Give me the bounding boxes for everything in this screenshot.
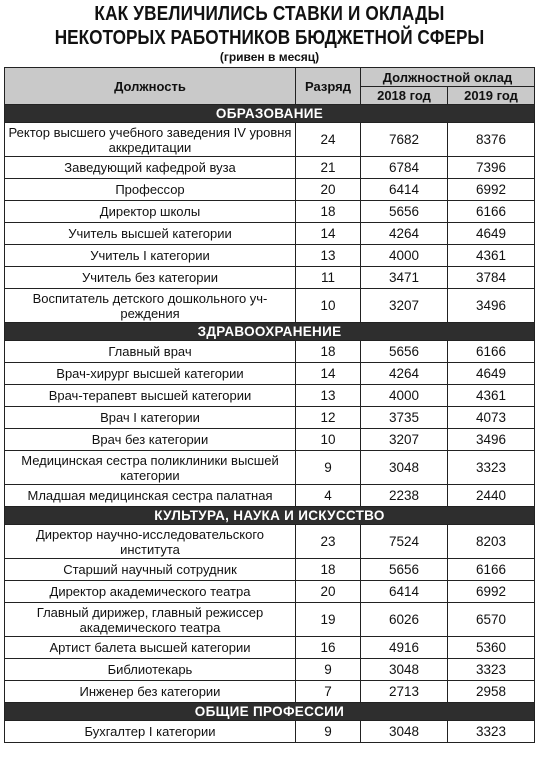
grade-cell: 14 — [296, 363, 361, 385]
salary-2018-cell: 4000 — [361, 385, 448, 407]
grade-cell: 24 — [296, 123, 361, 157]
grade-cell: 20 — [296, 581, 361, 603]
salary-2019-cell: 3323 — [448, 659, 535, 681]
position-cell: Заведующий кафедрой вуза — [5, 157, 296, 179]
salary-2018-cell: 3207 — [361, 429, 448, 451]
position-cell: Врач-хирург высшей категории — [5, 363, 296, 385]
section-row — [5, 507, 535, 525]
table-row — [5, 223, 535, 245]
salary-2019-cell: 2958 — [448, 681, 535, 703]
table-row — [5, 123, 535, 157]
position-cell: Учитель высшей категории — [5, 223, 296, 245]
table-row — [5, 407, 535, 429]
salary-2018-cell: 3735 — [361, 407, 448, 429]
salary-2018-cell: 4000 — [361, 245, 448, 267]
table-body — [5, 105, 535, 743]
salary-2019-cell: 4073 — [448, 407, 535, 429]
salary-2018-cell: 6414 — [361, 581, 448, 603]
position-cell: Главный врач — [5, 341, 296, 363]
position-cell: Директор школы — [5, 201, 296, 223]
grade-cell: 13 — [296, 385, 361, 407]
table-row — [5, 157, 535, 179]
grade-cell: 18 — [296, 341, 361, 363]
salary-2018-cell: 6026 — [361, 603, 448, 637]
table-row — [5, 603, 535, 637]
section-row — [5, 323, 535, 341]
table-row — [5, 559, 535, 581]
salary-2018-cell: 7524 — [361, 525, 448, 559]
grade-cell: 9 — [296, 659, 361, 681]
salary-2019-cell: 3323 — [448, 721, 535, 743]
grade-cell: 16 — [296, 637, 361, 659]
table-row — [5, 721, 535, 743]
position-cell: Медицинская сестра поликлиники высшей категории — [5, 451, 296, 485]
salary-2018-cell: 5656 — [361, 341, 448, 363]
section-row — [5, 105, 535, 123]
salary-2018-cell: 5656 — [361, 559, 448, 581]
table-row — [5, 525, 535, 559]
salary-2018-cell: 4916 — [361, 637, 448, 659]
position-cell: Библиотекарь — [5, 659, 296, 681]
salary-2019-cell: 6166 — [448, 201, 535, 223]
salary-2018-cell: 5656 — [361, 201, 448, 223]
grade-cell: 18 — [296, 201, 361, 223]
salary-2018-cell: 3471 — [361, 267, 448, 289]
position-cell: Инженер без категории — [5, 681, 296, 703]
salary-2018-cell: 3207 — [361, 289, 448, 323]
salary-2019-cell: 8376 — [448, 123, 535, 157]
section-row — [5, 703, 535, 721]
salary-2019-cell: 8203 — [448, 525, 535, 559]
salary-2019-cell: 4361 — [448, 385, 535, 407]
table-row — [5, 289, 535, 323]
salary-table — [4, 67, 535, 743]
page-subtitle: (гривен в месяц) — [219, 50, 320, 64]
position-cell: Воспитатель детского дошкольного уч-реждения — [5, 289, 296, 323]
page-title-line1: КАК УВЕЛИЧИЛИСЬ СТАВКИ И ОКЛАДЫ — [94, 3, 445, 25]
salary-2018-cell: 4264 — [361, 363, 448, 385]
salary-2018-cell: 3048 — [361, 451, 448, 485]
position-cell: Ректор высшего учебного заведения IV уровня аккредитации — [5, 123, 296, 157]
position-cell: Врач I категории — [5, 407, 296, 429]
position-cell: Директор академического театра — [5, 581, 296, 603]
grade-cell: 9 — [296, 721, 361, 743]
salary-2018-cell: 6784 — [361, 157, 448, 179]
section-title: ОБЩИЕ ПРОФЕССИИ — [5, 703, 535, 721]
position-cell: Профессор — [5, 179, 296, 201]
table-row — [5, 451, 535, 485]
grade-cell: 9 — [296, 451, 361, 485]
col-header-2018: 2018 год — [361, 87, 448, 105]
salary-2019-cell: 7396 — [448, 157, 535, 179]
position-cell: Учитель без категории — [5, 267, 296, 289]
section-title: КУЛЬТУРА, НАУКА И ИСКУССТВО — [5, 507, 535, 525]
salary-2018-cell: 4264 — [361, 223, 448, 245]
title-block — [0, 0, 539, 67]
position-cell: Директор научно-исследовательского института — [5, 525, 296, 559]
table-row — [5, 485, 535, 507]
salary-2019-cell: 6166 — [448, 559, 535, 581]
table-row — [5, 363, 535, 385]
salary-2018-cell: 3048 — [361, 659, 448, 681]
table-row — [5, 637, 535, 659]
grade-cell: 11 — [296, 267, 361, 289]
grade-cell: 18 — [296, 559, 361, 581]
position-cell: Учитель I категории — [5, 245, 296, 267]
table-row — [5, 385, 535, 407]
salary-2018-cell: 6414 — [361, 179, 448, 201]
salary-2018-cell: 2238 — [361, 485, 448, 507]
position-cell: Артист балета высшей категории — [5, 637, 296, 659]
table-row — [5, 581, 535, 603]
grade-cell: 20 — [296, 179, 361, 201]
grade-cell: 10 — [296, 429, 361, 451]
grade-cell: 4 — [296, 485, 361, 507]
position-cell: Главный дирижер, главный режиссер академического театра — [5, 603, 296, 637]
section-title: ЗДРАВООХРАНЕНИЕ — [5, 323, 535, 341]
salary-2019-cell: 2440 — [448, 485, 535, 507]
salary-2019-cell: 3784 — [448, 267, 535, 289]
position-cell: Старший научный сотрудник — [5, 559, 296, 581]
grade-cell: 10 — [296, 289, 361, 323]
salary-2018-cell: 7682 — [361, 123, 448, 157]
grade-cell: 7 — [296, 681, 361, 703]
grade-cell: 14 — [296, 223, 361, 245]
table-header — [5, 68, 535, 105]
salary-2019-cell: 3496 — [448, 429, 535, 451]
position-cell: Врач без категории — [5, 429, 296, 451]
col-header-2019: 2019 год — [448, 87, 535, 105]
table-row — [5, 429, 535, 451]
salary-2018-cell: 2713 — [361, 681, 448, 703]
salary-2019-cell: 4361 — [448, 245, 535, 267]
salary-2019-cell: 4649 — [448, 223, 535, 245]
section-title: ОБРАЗОВАНИЕ — [5, 105, 535, 123]
table-row — [5, 341, 535, 363]
grade-cell: 23 — [296, 525, 361, 559]
salary-2018-cell: 3048 — [361, 721, 448, 743]
col-header-position: Должность — [5, 68, 296, 105]
table-row — [5, 245, 535, 267]
salary-2019-cell: 6992 — [448, 179, 535, 201]
col-header-grade: Разряд — [296, 68, 361, 105]
grade-cell: 12 — [296, 407, 361, 429]
table-row — [5, 179, 535, 201]
salary-2019-cell: 6166 — [448, 341, 535, 363]
salary-2019-cell: 6570 — [448, 603, 535, 637]
salary-2019-cell: 5360 — [448, 637, 535, 659]
table-row — [5, 659, 535, 681]
col-header-salary: Должностной оклад — [361, 68, 535, 87]
salary-2019-cell: 6992 — [448, 581, 535, 603]
position-cell: Младшая медицинская сестра палатная — [5, 485, 296, 507]
grade-cell: 21 — [296, 157, 361, 179]
grade-cell: 13 — [296, 245, 361, 267]
position-cell: Бухгалтер I категории — [5, 721, 296, 743]
grade-cell: 19 — [296, 603, 361, 637]
page-title-line2: НЕКОТОРЫХ РАБОТНИКОВ БЮДЖЕТНОЙ СФЕРЫ — [54, 27, 485, 49]
table-row — [5, 681, 535, 703]
salary-2019-cell: 3323 — [448, 451, 535, 485]
salary-2019-cell: 4649 — [448, 363, 535, 385]
salary-2019-cell: 3496 — [448, 289, 535, 323]
table-row — [5, 201, 535, 223]
position-cell: Врач-терапевт высшей категории — [5, 385, 296, 407]
table-row — [5, 267, 535, 289]
